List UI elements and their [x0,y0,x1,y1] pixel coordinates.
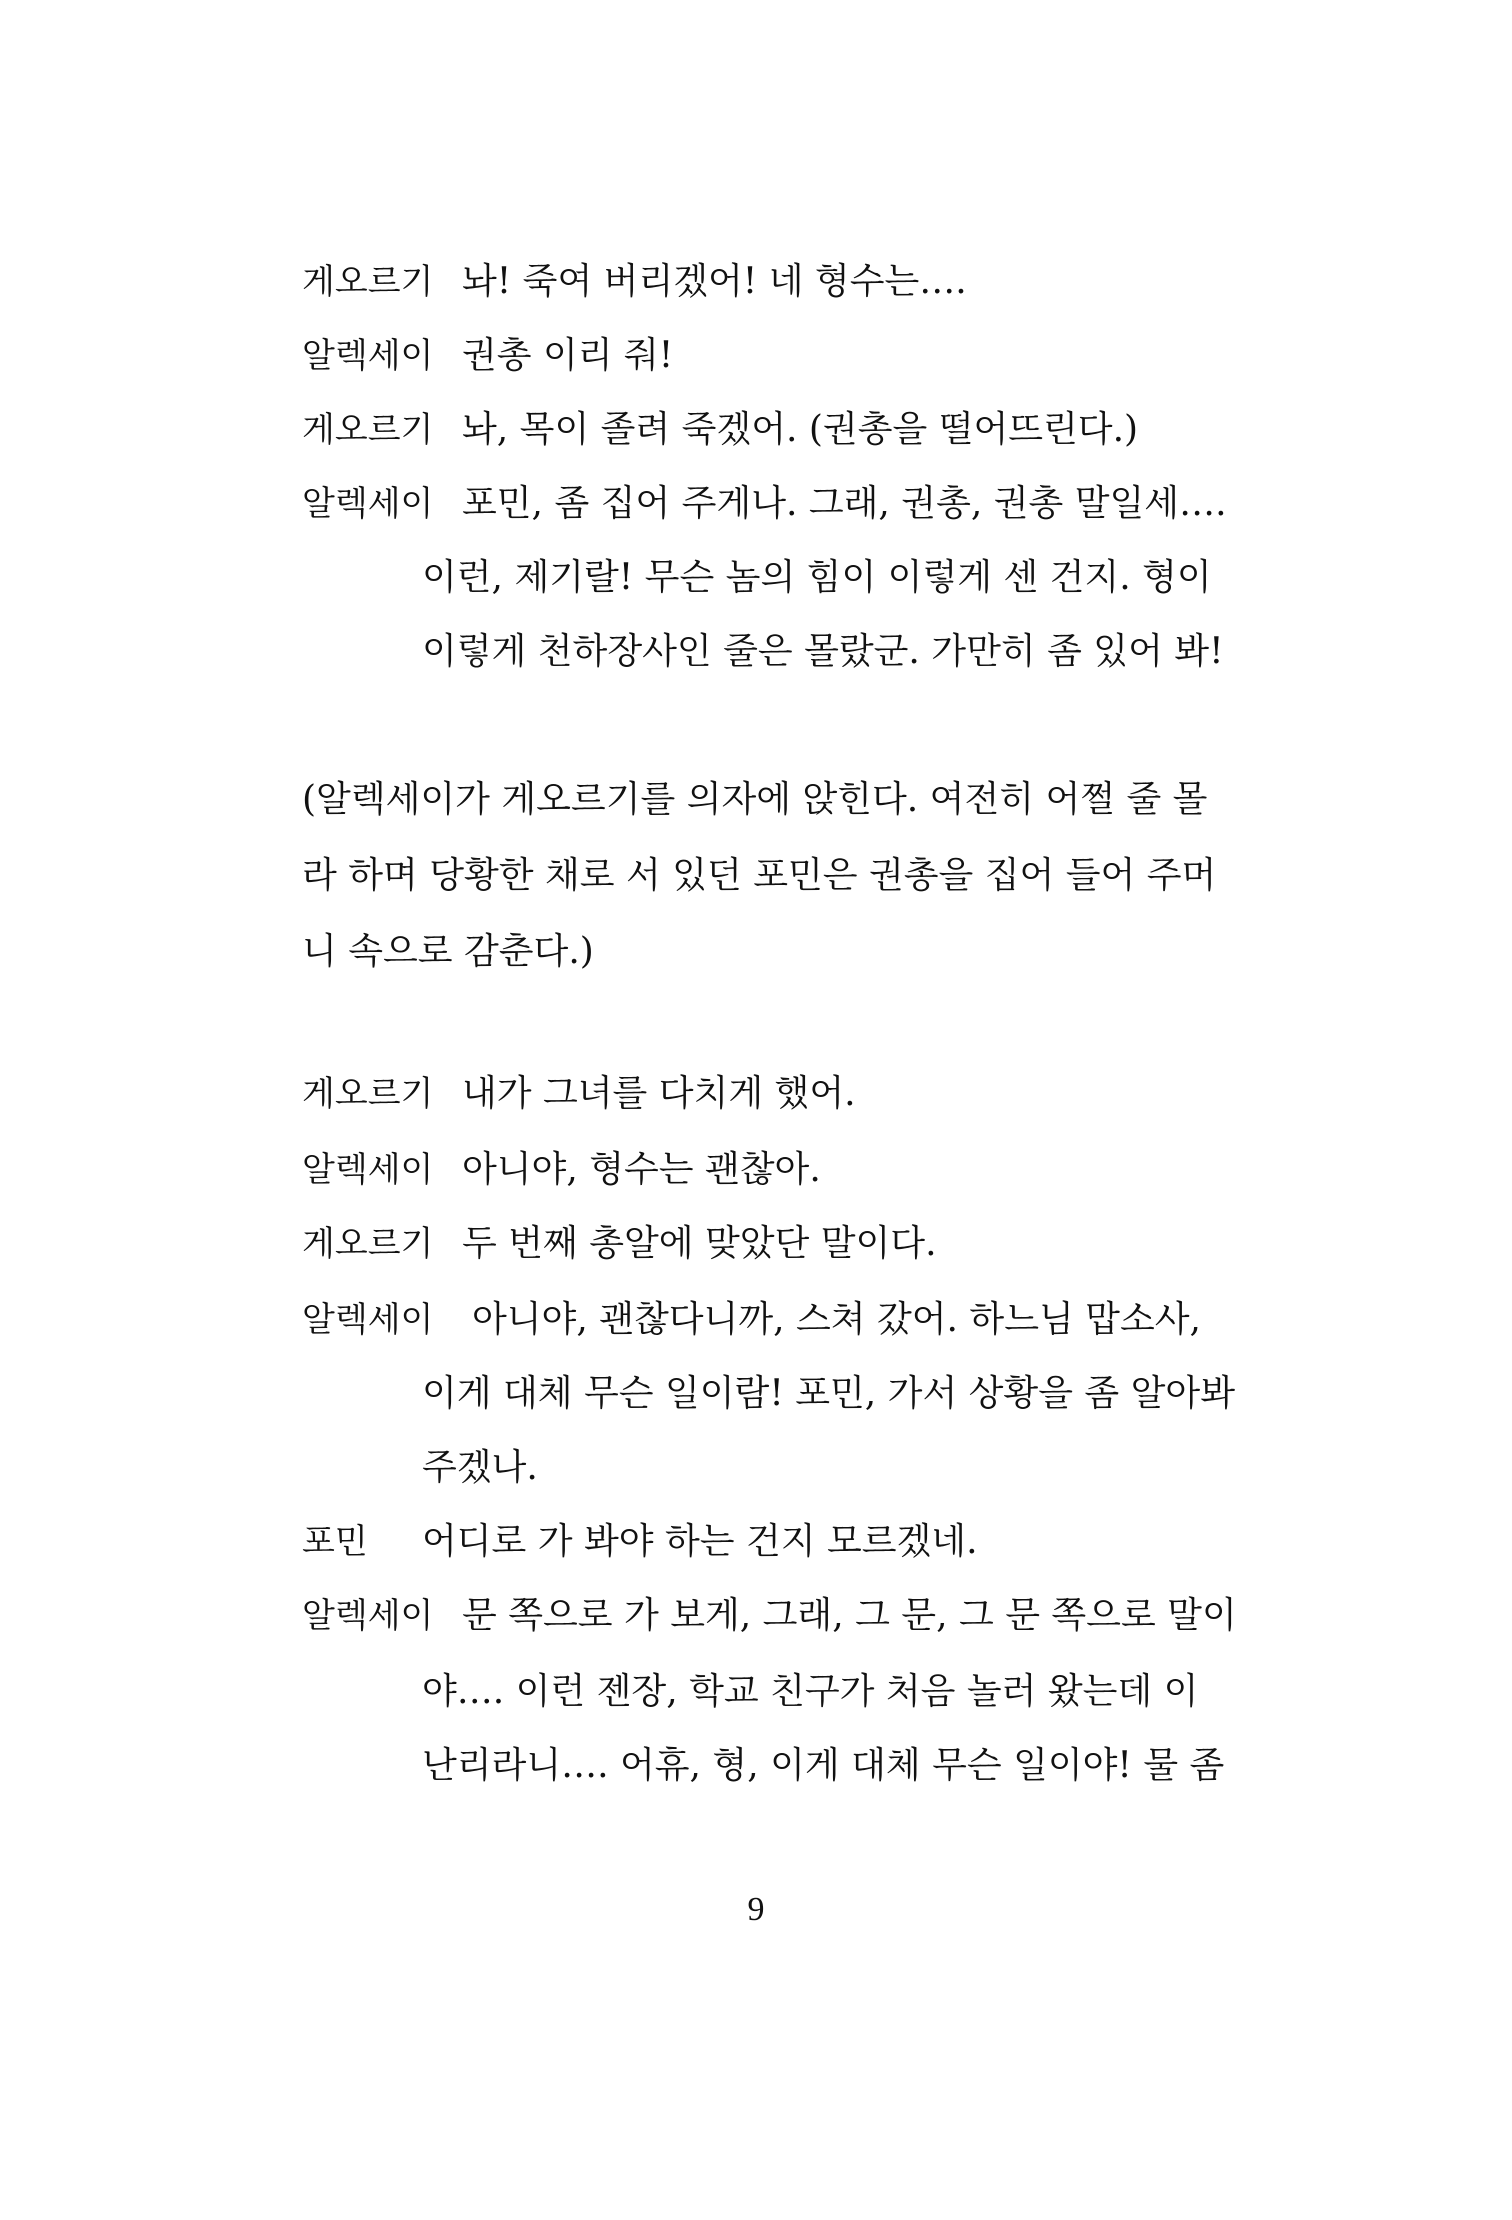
speaker-name: 알렉세이 [302,336,434,376]
speech-text: 문 쪽으로 가 보게, 그래, 그 문, 그 문 쪽으로 말이 [462,1595,1237,1636]
speech-text: 포민, 좀 집어 주게나. 그래, 권총, 권총 말일세…. [462,483,1227,524]
speaker-name: 게오르기 [302,410,434,450]
speech-continuation [422,1736,1240,1796]
speech-text: 이렇게 천하장사인 줄은 몰랐군. 가만히 좀 있어 봐! [422,631,1224,672]
dialogue-line [302,1290,1240,1350]
dialogue-line [302,1586,1240,1646]
speaker-name: 알렉세이 [302,1300,434,1340]
stage-direction-line [302,770,1240,830]
speech-text: 이게 대체 무슨 일이람! 포민, 가서 상황을 좀 알아봐 [422,1373,1235,1414]
dialogue-line [302,252,1240,312]
stage-direction-text: 라 하며 당황한 채로 서 있던 포민은 권총을 집어 들어 주머 [302,855,1217,896]
speech-text: 아니야, 형수는 괜찮아. [462,1149,821,1190]
speech-text: 야…. 이런 젠장, 학교 친구가 처음 놀러 왔는데 이 [422,1671,1199,1712]
speech-continuation [422,1438,1240,1498]
speech-continuation [422,1662,1240,1722]
speech-text: 이런, 제기랄! 무슨 놈의 힘이 이렇게 센 건지. 형이 [422,557,1212,598]
speech-text: 놔, 목이 졸려 죽겠어. (권총을 떨어뜨린다.) [462,409,1139,450]
speech-text: 두 번째 총알에 맞았단 말이다. [462,1223,937,1264]
dialogue-line [302,1140,1240,1200]
dialogue-line [302,1064,1240,1124]
stage-direction-text: 니 속으로 감춘다.) [302,931,594,972]
stage-direction-line [302,922,1240,982]
page-number: 9 [747,1891,765,1928]
speech-text: 어디로 가 봐야 하는 건지 모르겠네. [422,1521,978,1562]
speech-continuation [422,548,1240,608]
dialogue-line [302,1512,1240,1572]
dialogue-line [302,400,1240,460]
speech-text: 권총 이리 줘! [462,335,674,376]
dialogue-line [302,326,1240,386]
speaker-name: 포민 [302,1522,368,1562]
speaker-name: 게오르기 [302,262,434,302]
speech-continuation [422,622,1240,682]
speech-text: 아니야, 괜찮다니까, 스쳐 갔어. 하느님 맙소사, [472,1299,1201,1340]
speech-text: 난리라니…. 어휴, 형, 이게 대체 무슨 일이야! 물 좀 [422,1745,1225,1786]
speech-continuation [422,1364,1240,1424]
stage-direction-line [302,846,1240,906]
speaker-name: 게오르기 [302,1074,434,1114]
dialogue-line [302,1214,1240,1274]
speech-text: 내가 그녀를 다치게 했어. [462,1073,856,1114]
dialogue-line [302,474,1240,534]
speech-text: 주겠나. [422,1447,538,1488]
stage-direction-text: (알렉세이가 게오르기를 의자에 앉힌다. 여전히 어쩔 줄 몰 [302,779,1208,820]
speaker-name: 알렉세이 [302,1596,434,1636]
speech-text: 놔! 죽여 버리겠어! 네 형수는…. [462,261,967,302]
speaker-name: 게오르기 [302,1224,434,1264]
speaker-name: 알렉세이 [302,484,434,524]
speaker-name: 알렉세이 [302,1150,434,1190]
